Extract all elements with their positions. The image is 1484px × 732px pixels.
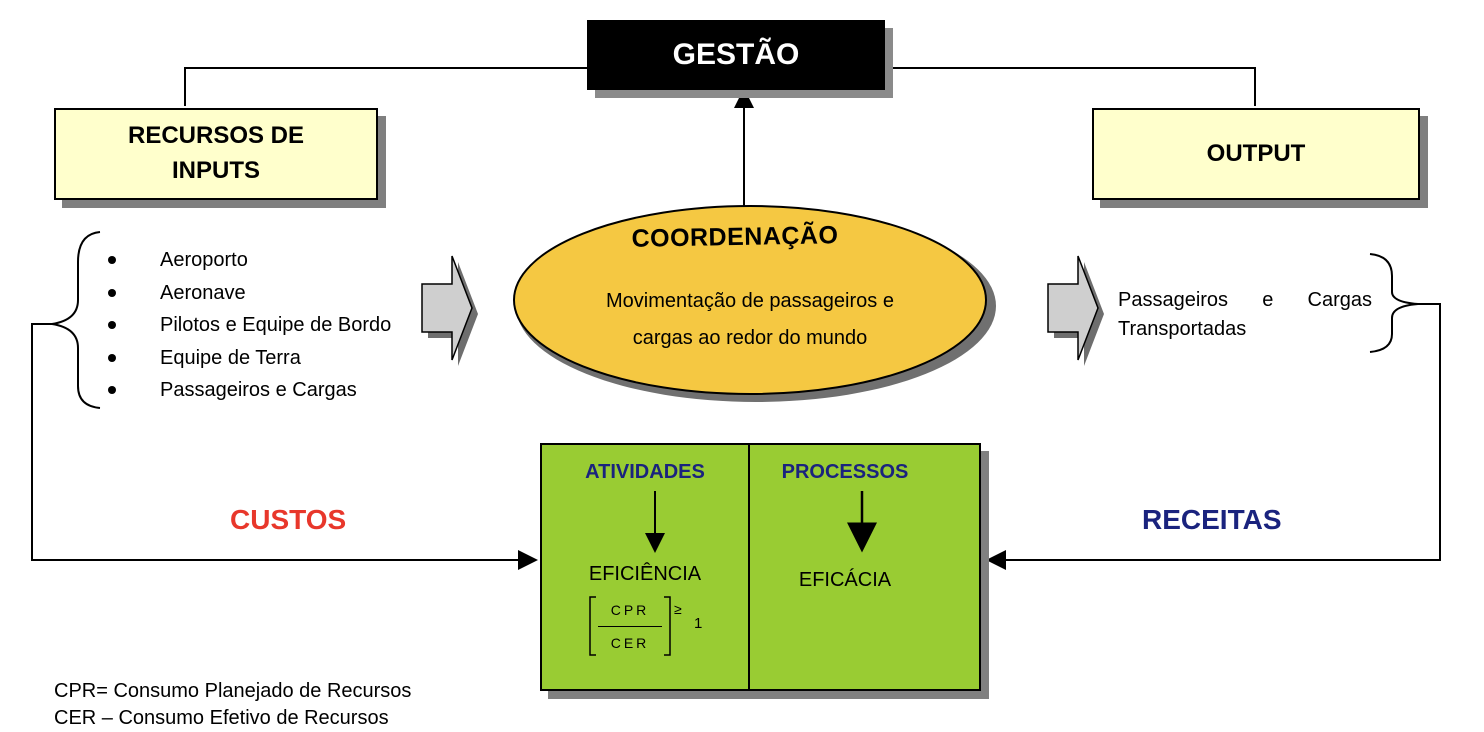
efficiency-formula (588, 595, 708, 655)
formula-operator: ≥ (674, 601, 682, 617)
outputs-word1: Passageiros (1118, 289, 1229, 311)
outputs-word3: Cargas (1307, 289, 1372, 311)
formula-denominator: CER (610, 635, 650, 651)
gestao-box (587, 20, 885, 90)
outputs-text (1118, 286, 1372, 344)
activities-processes-box (540, 443, 981, 691)
formula-threshold: 1 (694, 615, 703, 632)
legend-line1: CPR= Consumo Planejado de Recursos (54, 680, 412, 702)
list-item: Aeronave (108, 277, 391, 310)
inputs-title-line2: INPUTS (171, 157, 260, 184)
coordination-text (560, 283, 940, 357)
outputs-word2: e (1262, 289, 1274, 311)
processes-title: PROCESSOS (781, 461, 909, 483)
gestao-to-output-line (885, 68, 1255, 106)
coordination-title: COORDENAÇÃO (631, 221, 839, 253)
resources-list (108, 244, 391, 407)
input-block-arrow (422, 256, 478, 366)
efficiency-label: EFICIÊNCIA (588, 563, 702, 585)
gestao-label: GESTÃO (672, 38, 800, 71)
bullet-icon (108, 256, 116, 264)
list-item: Aeroporto (108, 244, 391, 277)
legend-line2: CER – Consumo Efetivo de Recursos (54, 707, 389, 729)
list-item: Pilotos e Equipe de Bordo (108, 309, 391, 342)
efficacy-label: EFICÁCIA (798, 569, 892, 591)
output-box (1092, 108, 1420, 200)
gestao-to-inputs-line (185, 68, 587, 106)
output-title: OUTPUT (1206, 139, 1306, 167)
coordination-line1: Movimentação de passageiros e (606, 290, 894, 312)
list-item: Passageiros e Cargas (108, 374, 391, 407)
activities-title: ATIVIDADES (585, 461, 705, 483)
list-item: Equipe de Terra (108, 342, 391, 375)
costs-label: CUSTOS (230, 504, 347, 535)
outputs-brace (1370, 254, 1418, 352)
coordination-line2: cargas ao redor do mundo (632, 327, 868, 349)
outputs-line2: Transportadas (1118, 318, 1247, 340)
bullet-icon (108, 321, 116, 329)
legend (54, 678, 411, 732)
output-block-arrow (1048, 256, 1104, 366)
inputs-title-line1: RECURSOS DE (127, 122, 305, 150)
inputs-box (54, 108, 378, 200)
bullet-icon (108, 289, 116, 297)
fraction-bar (598, 626, 662, 627)
formula-numerator: CPR (610, 602, 650, 618)
revenues-label: RECEITAS (1142, 504, 1282, 535)
inputs-brace (52, 232, 100, 408)
bullet-icon (108, 386, 116, 394)
bullet-icon (108, 354, 116, 362)
